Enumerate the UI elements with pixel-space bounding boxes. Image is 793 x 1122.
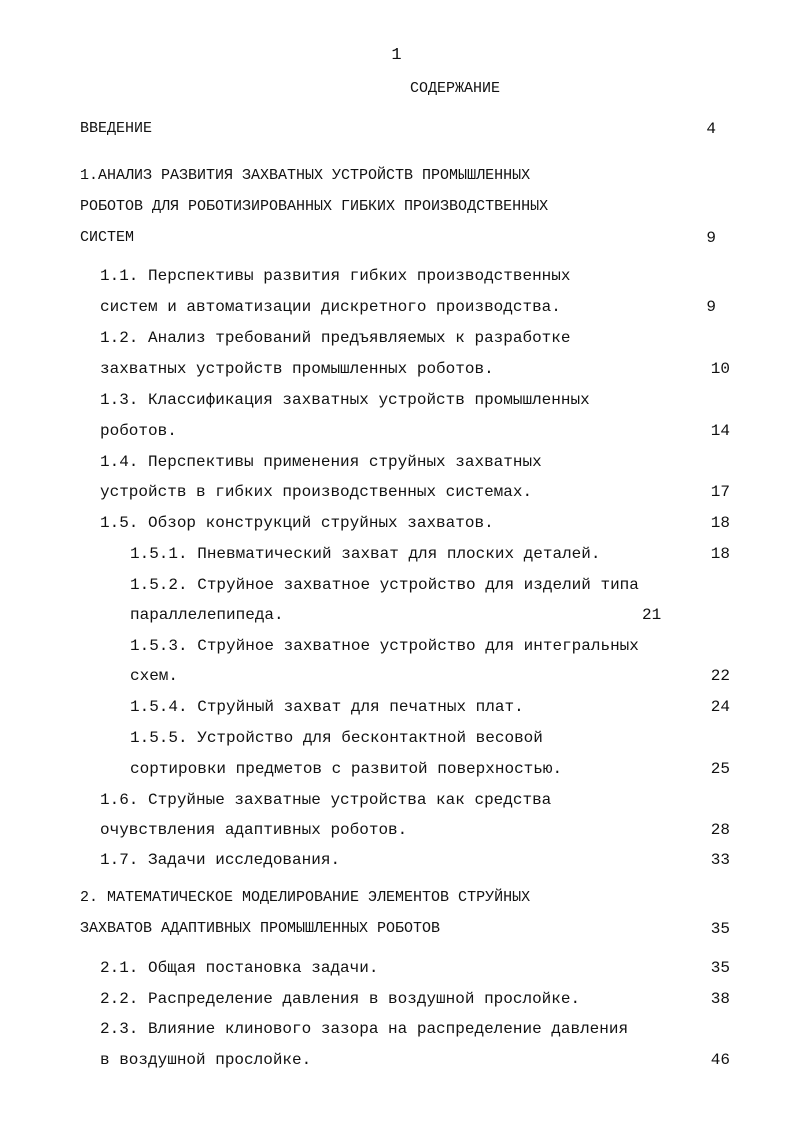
toc-entry-page: 18 bbox=[710, 545, 730, 563]
toc-entry-page: 17 bbox=[710, 483, 730, 501]
toc-entry-text: ВВЕДЕНИЕ bbox=[80, 120, 153, 137]
toc-entry-page: 24 bbox=[710, 698, 730, 716]
toc-entry-page: 10 bbox=[710, 360, 730, 378]
toc-entry-text: сортировки предметов с развитой поверхностью. bbox=[130, 760, 563, 778]
toc-entry-text: 2. МАТЕМАТИЧЕСКОЕ МОДЕЛИРОВАНИЕ ЭЛЕМЕНТОВ СТРУЙНЫХ bbox=[80, 889, 531, 906]
toc-entry-page: 35 bbox=[710, 920, 730, 938]
toc-entry-page: 18 bbox=[710, 514, 730, 532]
toc-entry-text: СИСТЕМ bbox=[80, 229, 135, 246]
toc-entry-page: 9 bbox=[706, 229, 716, 247]
toc-entry-page: 33 bbox=[710, 851, 730, 869]
toc-entry-text: устройств в гибких производственных системах. bbox=[100, 483, 533, 501]
toc-entry-text: 1.5.3. Струйное захватное устройство для интегральных bbox=[130, 637, 639, 655]
toc-entry-page: 4 bbox=[706, 120, 716, 138]
toc-entry-text: 2.3. Влияние клинового зазора на распределение давления bbox=[100, 1020, 629, 1038]
toc-entry-page: 21 bbox=[642, 606, 662, 624]
toc-entry-page: 9 bbox=[706, 298, 716, 316]
toc-entry-text: 1.6. Струйные захватные устройства как средства bbox=[100, 791, 552, 809]
toc-title: СОДЕРЖАНИЕ bbox=[409, 80, 500, 97]
page-number: 1 bbox=[391, 46, 402, 65]
toc-entry-text: 1.1. Перспективы развития гибких производственных bbox=[100, 267, 571, 285]
toc-entry-text: систем и автоматизации дискретного производства. bbox=[100, 298, 561, 316]
toc-entry-text: 2.1. Общая постановка задачи. bbox=[100, 959, 379, 977]
toc-entry-page: 46 bbox=[710, 1051, 730, 1069]
toc-entry-text: 1.АНАЛИЗ РАЗВИТИЯ ЗАХВАТНЫХ УСТРОЙСТВ ПРОМЫШЛЕННЫХ bbox=[80, 167, 531, 184]
toc-entry-page: 14 bbox=[710, 422, 730, 440]
toc-entry-text: РОБОТОВ ДЛЯ РОБОТИЗИРОВАННЫХ ГИБКИХ ПРОИЗВОДСТВЕННЫХ bbox=[80, 198, 549, 215]
toc-entry-text: роботов. bbox=[100, 422, 177, 440]
toc-entry-text: 1.5.5. Устройство для бесконтактной весовой bbox=[130, 729, 543, 747]
toc-entry-page: 28 bbox=[710, 821, 730, 839]
toc-entry-text: 1.4. Перспективы применения струйных захватных bbox=[100, 453, 542, 471]
toc-entry-page: 35 bbox=[710, 959, 730, 977]
toc-entry-text: очувствления адаптивных роботов. bbox=[100, 821, 408, 839]
toc-entry-page: 22 bbox=[710, 667, 730, 685]
toc-entry-text: ЗАХВАТОВ АДАПТИВНЫХ ПРОМЫШЛЕННЫХ РОБОТОВ bbox=[80, 920, 441, 937]
toc-entry-text: схем. bbox=[130, 667, 179, 685]
toc-entry-text: в воздушной прослойке. bbox=[100, 1051, 312, 1069]
toc-entry-text: 1.5.1. Пневматический захват для плоских деталей. bbox=[130, 545, 601, 563]
toc-entry-page: 38 bbox=[710, 990, 730, 1008]
toc-entry-text: 1.5.2. Струйное захватное устройство для изделий типа bbox=[130, 576, 639, 594]
toc-entry-text: 2.2. Распределение давления в воздушной прослойке. bbox=[100, 990, 581, 1008]
toc-entry-text: 1.3. Классификация захватных устройств промышленных bbox=[100, 391, 590, 409]
toc-entry-text: захватных устройств промышленных роботов. bbox=[100, 360, 494, 378]
toc-entry-text: 1.7. Задачи исследования. bbox=[100, 851, 341, 869]
toc-entry-text: 1.5.4. Струйный захват для печатных плат. bbox=[130, 698, 524, 716]
toc-entry-page: 25 bbox=[710, 760, 730, 778]
toc-entry-text: параллелепипеда. bbox=[130, 606, 284, 624]
toc-entry-text: 1.2. Анализ требований предъявляемых к разработке bbox=[100, 329, 571, 347]
toc-entry-text: 1.5. Обзор конструкций струйных захватов. bbox=[100, 514, 494, 532]
